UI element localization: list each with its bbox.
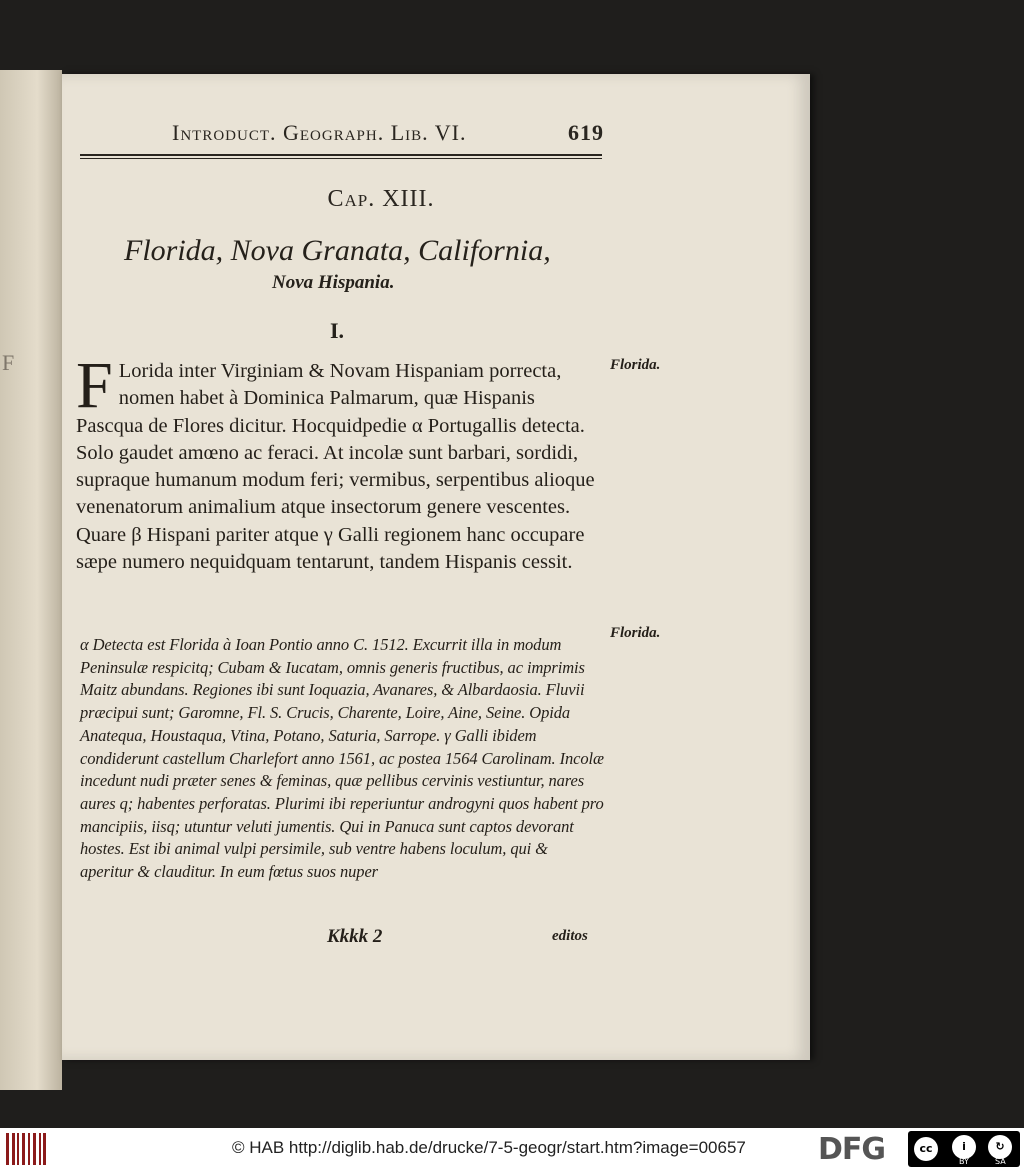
attribution-icon: i: [952, 1135, 976, 1159]
annotation-paragraph: α Detecta est Florida à Ioan Pontio anno C. 1512. Excurrit illa in modum Peninsulæ respicitq; Cubam & Iucatam, omnis generis fructibus, ac imprimis Maitz abundans. Regiones ibi sunt Ioquazia, Avanares, & Albardaosia. Fluvii præcipui sunt; Garomne, Fl. S. Crucis, Charente, Loire, Aine, Seine. Opida Anatequa, Houstaqua, Vtina, Potano, Saturia, Sarrope. γ Galli ibidem condiderunt castellum Charlefort anno 1561, ac postea 1564 Carolinam. Incolæ incedunt nudi præter senes & feminas, quæ pellibus cervinis vestiuntur, nares aures q; habentes perforatas. Plurimi ibi reperiuntur androgyni quos habent pro mancipiis, iisq; utuntur veluti jumentis. Qui in Panuca sunt captos devorant hostes. Est ibi animal vulpi persimile, sub ventre habens loculum, qui & aperitur & clauditur. In eum fœtus suos nuper: [80, 635, 604, 882]
chapter-heading: Cap. XIII.: [327, 186, 435, 212]
chapter-subtitle-line2: Nova Hispania.: [272, 272, 395, 293]
margin-note: Florida.: [610, 357, 661, 373]
running-head-title: Introduct. Geograph. Lib. VI.: [172, 120, 467, 145]
header-rule-thin: [80, 158, 602, 159]
ghost-text: F: [2, 350, 15, 375]
cc-by-label: BY: [959, 1157, 969, 1166]
book-page: [62, 74, 810, 1060]
cc-sa-label: SA: [995, 1157, 1006, 1166]
catchword: editos: [552, 928, 588, 944]
section-number: I.: [330, 318, 345, 343]
footer-bar: [0, 1128, 1024, 1170]
main-paragraph-text: Lorida inter Virginiam & Novam Hispaniam porrecta, nomen habet à Dominica Palmarum, quæ Hispanis Pascqua de Flores dicitur. Hocquidpedie α Portugallis detecta. Solo gaudet amœno ac feraci. At incolæ sunt barbari, sordidi, supraque humanum modum feri; vermibus, serpentibus alioque venenatorum animalium atque insectorum genere vescentes. Quare β Hispani pariter atque γ Galli regionem hanc occupare sæpe numero nequidquam tentarunt, tandem Hispanis cessit.: [76, 360, 595, 574]
source-link[interactable]: © HAB http://diglib.hab.de/drucke/7-5-geogr/start.htm?image=00657: [232, 1138, 746, 1157]
page-number: 619: [568, 120, 604, 145]
chapter-subtitle: Florida, Nova Granata, California,: [124, 234, 551, 267]
barcode-icon: [6, 1133, 46, 1165]
signature-mark: Kkkk 2: [327, 926, 383, 947]
share-alike-icon: ↻: [988, 1135, 1012, 1159]
margin-note: Florida.: [610, 625, 661, 641]
cc-icon: cc: [914, 1137, 938, 1161]
main-paragraph: [76, 349, 604, 576]
drop-cap: F: [76, 349, 113, 422]
header-rule: [80, 154, 602, 156]
cc-license-badge[interactable]: [908, 1131, 1020, 1167]
previous-page-edge: [0, 70, 62, 1090]
dfg-logo: DFG: [818, 1132, 886, 1167]
